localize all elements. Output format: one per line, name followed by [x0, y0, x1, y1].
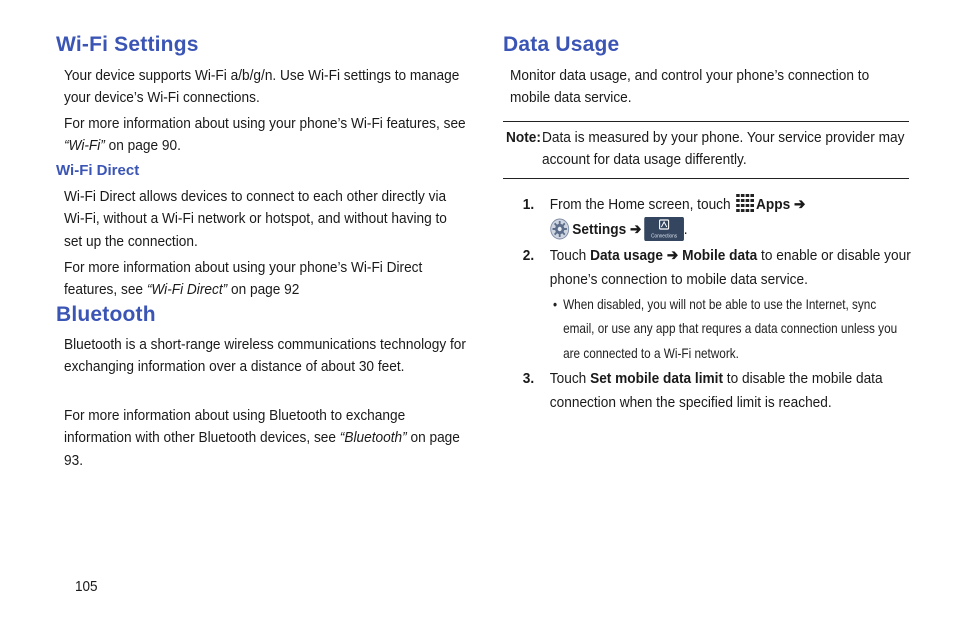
step-1-apps-label: Apps [756, 196, 791, 213]
step-2-number: 2. [522, 247, 535, 264]
wifi-p2-post: on page 90. [104, 137, 181, 155]
bluetooth-paragraph-2 [64, 405, 467, 472]
step-3-set-limit: Set mobile data limit [590, 370, 723, 387]
step-2-pre: Touch [549, 247, 591, 264]
step-1-end: . [683, 221, 688, 239]
step-3-text [550, 367, 917, 416]
bullet-text: When disabled, you will not be able to use the Internet, sync email, or use any app that requres a data connection unless you are connected to a Wi-Fi network. [563, 296, 898, 361]
note-top-rule [503, 121, 909, 122]
connections-icon-label: Connections [651, 234, 677, 241]
step-1-settings-label: Settings [572, 221, 627, 239]
step-2-text [550, 244, 917, 293]
step-2-bullet [553, 292, 898, 365]
wifi-settings-heading: Wi-Fi Settings [56, 33, 199, 56]
step-1-arrow-1: ➔ [790, 196, 806, 213]
data-usage-paragraph [510, 65, 906, 110]
note-block [506, 127, 911, 172]
bluetooth-heading: Bluetooth [56, 303, 156, 326]
wifi-direct-paragraph-1-text: Wi-Fi Direct allows devices to connect to each other directly via Wi-Fi, without a Wi-Fi network or hotspot, and without having to set up the connection. [64, 188, 447, 250]
data-usage-paragraph-text: Monitor data usage, and control your phone’s connection to mobile data service. [510, 67, 870, 107]
bluetooth-paragraph-1-text: Bluetooth is a short-range wireless communications technology for exchanging information over a distance of about 30 feet. [64, 336, 466, 376]
wifi-settings-paragraph-1-text: Your device supports Wi-Fi a/b/g/n. Use Wi-Fi settings to manage your device’s Wi-Fi connections. [64, 67, 460, 107]
settings-gear-icon[interactable] [550, 218, 570, 240]
wifi-settings-paragraph-1 [64, 65, 467, 110]
step-2-arrow: ➔ [663, 247, 683, 264]
wifi-direct-p2-pre: For more information about using your phone’s Wi-Fi Direct features, see [64, 259, 423, 299]
wifi-direct-p2-post: on page 92 [227, 281, 300, 299]
bt-p2-pre: For more information about using Bluetooth to exchange information with other Bluetooth devices, see [64, 407, 406, 447]
note-text: Data is measured by your phone. Your service provider may account for data usage differently. [542, 129, 905, 169]
step-3-number: 3. [522, 370, 535, 387]
step-1-arrow-2: ➔ [626, 221, 642, 239]
wifi-settings-paragraph-2 [64, 113, 467, 158]
step-1-number: 1. [522, 196, 535, 213]
apps-grid-icon[interactable] [736, 194, 754, 212]
step-3-pre: Touch [549, 370, 591, 387]
wifi-direct-paragraph-2 [64, 257, 467, 302]
bullet-dot: • [553, 296, 558, 312]
wifi-direct-reference-link[interactable]: “Wi-Fi Direct” [146, 281, 228, 299]
step-3 [503, 367, 917, 416]
step-1 [503, 193, 917, 243]
note-label: Note: [506, 129, 541, 146]
step-3-post: to disable the mobile data connection when the specified limit is reached. [549, 370, 883, 412]
bluetooth-paragraph-1 [64, 334, 467, 379]
step-2-mobile-data: Mobile data [682, 247, 758, 264]
connections-tab-icon[interactable] [644, 217, 684, 241]
step-2-data-usage: Data usage [590, 247, 664, 264]
data-usage-heading: Data Usage [503, 33, 620, 56]
bluetooth-reference-link[interactable]: “Bluetooth” [339, 429, 407, 447]
wifi-p2-pre: For more information about using your phone’s Wi-Fi features, see [64, 115, 466, 132]
wifi-direct-heading: Wi-Fi Direct [56, 162, 140, 179]
step-2 [503, 244, 917, 293]
step-1-text [550, 193, 917, 243]
step-1-pre: From the Home screen, touch [549, 196, 735, 213]
wifi-direct-paragraph-1 [64, 186, 467, 253]
wifi-reference-link[interactable]: “Wi-Fi” [64, 137, 105, 155]
step-2-post: to enable or disable your phone’s connection to mobile data service. [549, 247, 911, 289]
note-bottom-rule [503, 178, 909, 179]
page-number: 105 [75, 578, 98, 595]
bt-p2-post: on page 93. [64, 429, 460, 469]
